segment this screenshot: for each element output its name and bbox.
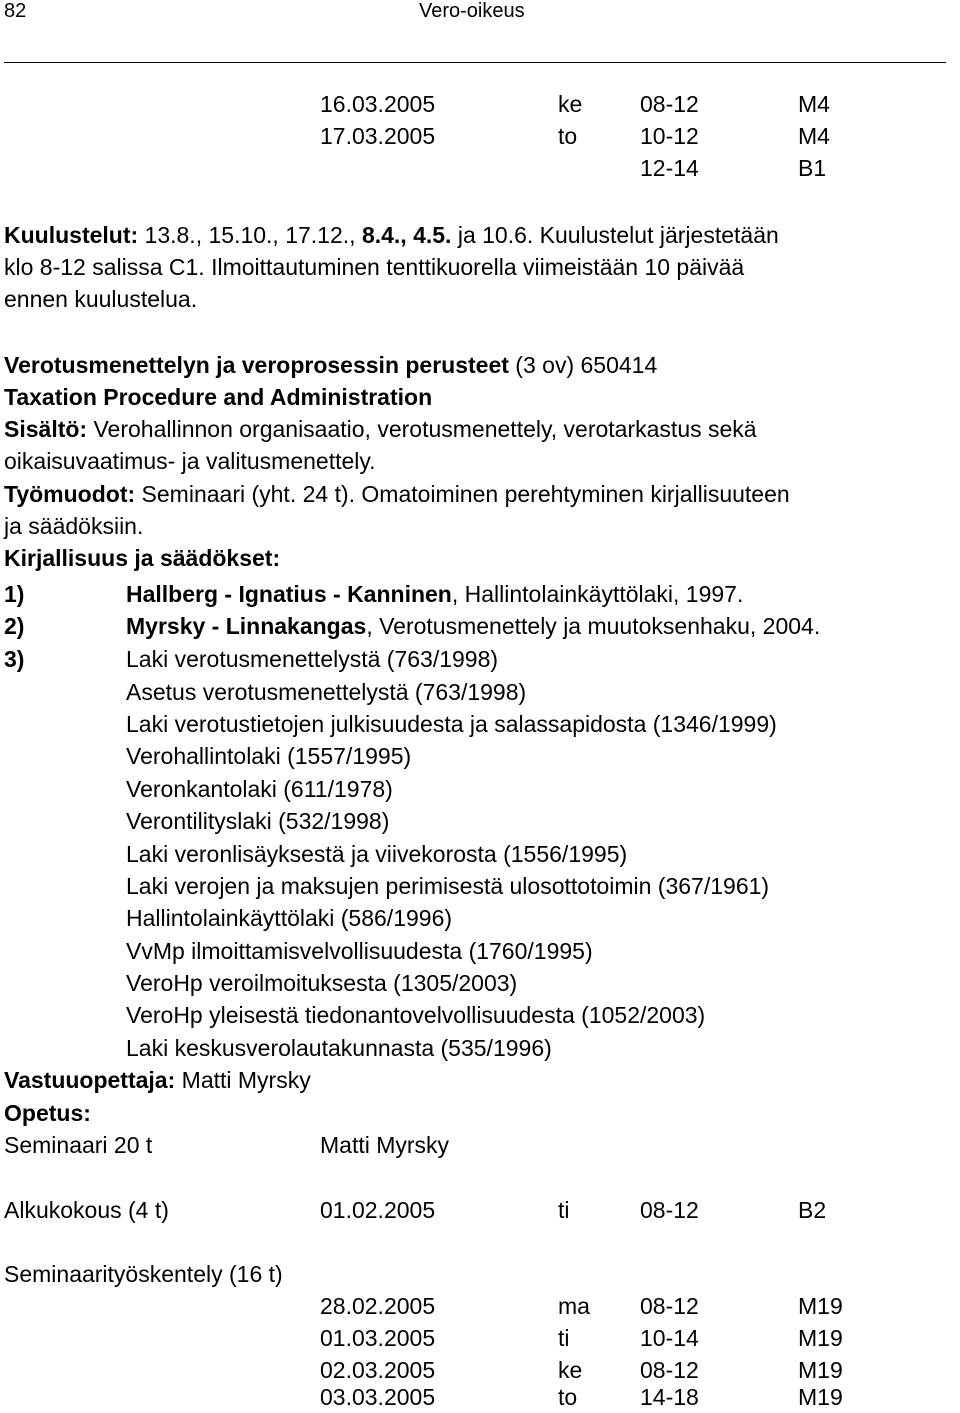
- course-credits-code: (3 ov) 650414: [508, 352, 658, 378]
- seminar-room: M19: [798, 1384, 843, 1410]
- schedule-date: 17.03.2005: [320, 123, 436, 149]
- statute: Laki keskusverolautakunnasta (535/1996): [126, 1035, 552, 1061]
- content-label: Sisältö:: [4, 416, 88, 442]
- seminar-row: [4, 1322, 944, 1354]
- statute: VeroHp veroilmoituksesta (1305/2003): [126, 970, 518, 996]
- teaching-type: Seminaari 20 t: [4, 1132, 153, 1158]
- course-title: Verotusmenettelyn ja veroprosessin perusteet: [4, 352, 509, 378]
- content-line: [4, 413, 757, 445]
- kickoff-row: [4, 1194, 944, 1226]
- running-header: [4, 0, 946, 30]
- schedule-row: [4, 152, 944, 184]
- seminar-date: 03.03.2005: [320, 1384, 436, 1410]
- statute: Veronkantolaki (611/1978): [126, 776, 393, 802]
- statute: Hallintolainkäyttölaki (586/1996): [126, 905, 453, 931]
- kickoff-label: Alkukokous (4 t): [4, 1197, 169, 1223]
- statutes-num: 3): [4, 646, 25, 672]
- header-rule: [4, 62, 946, 63]
- literature-authors: Myrsky - Linnakangas: [126, 613, 367, 639]
- statute: Verontilityslaki (532/1998): [126, 808, 390, 834]
- literature-label: Kirjallisuus ja säädökset:: [4, 545, 281, 571]
- literature-num: 1): [4, 581, 25, 607]
- literature-item: [4, 610, 821, 642]
- seminar-day: ke: [558, 1357, 583, 1383]
- seminar-date: 01.03.2005: [320, 1325, 436, 1351]
- statute: Laki verotusmenettelystä (763/1998): [126, 646, 499, 672]
- literature-authors: Hallberg - Ignatius - Kanninen: [126, 581, 452, 607]
- schedule-time: 12-14: [640, 155, 699, 181]
- schedule-room: M4: [798, 123, 830, 149]
- seminar-room: M19: [798, 1357, 843, 1383]
- statute: Laki verojen ja maksujen perimisestä ulosottotoimin (367/1961): [126, 873, 770, 899]
- exams-line: ennen kuulustelua.: [4, 286, 198, 312]
- statute: VvMp ilmoittamisvelvollisuudesta (1760/1995): [126, 938, 593, 964]
- seminar-time: 14-18: [640, 1384, 699, 1410]
- teacher-line: [4, 1064, 311, 1096]
- seminar-date: 02.03.2005: [320, 1357, 436, 1383]
- schedule-time: 10-12: [640, 123, 699, 149]
- seminar-time: 10-14: [640, 1325, 699, 1351]
- seminar-time: 08-12: [640, 1293, 699, 1319]
- teacher-name: Matti Myrsky: [175, 1067, 311, 1093]
- seminar-day: ma: [558, 1293, 590, 1319]
- literature-rest: , Verotusmenettely ja muutoksenhaku, 2004.: [366, 613, 821, 639]
- running-title: Vero-oikeus: [419, 0, 525, 22]
- teaching-row: [4, 1129, 944, 1161]
- schedule-day: to: [558, 123, 578, 149]
- literature-text: [126, 610, 820, 642]
- methods-text: Seminaari (yht. 24 t). Omatoiminen perehtyminen kirjallisuuteen: [135, 481, 790, 507]
- kickoff-date: 01.02.2005: [320, 1197, 436, 1223]
- seminar-time: 08-12: [640, 1357, 699, 1383]
- seminar-day: ti: [558, 1325, 570, 1351]
- schedule-room: M4: [798, 91, 830, 117]
- literature-rest: , Hallintolainkäyttölaki, 1997.: [451, 581, 744, 607]
- statute: Asetus verotusmenettelystä (763/1998): [126, 679, 527, 705]
- literature-item: [4, 578, 744, 610]
- seminar-day: to: [558, 1384, 578, 1410]
- exams-dates-bold: 8.4., 4.5.: [361, 222, 452, 248]
- seminar-room: M19: [798, 1325, 843, 1351]
- methods-label: Työmuodot:: [4, 481, 136, 507]
- course-english-title: Taxation Procedure and Administration: [4, 384, 433, 410]
- seminar-row: [4, 1381, 944, 1413]
- kickoff-time: 08-12: [640, 1197, 699, 1223]
- literature-text: [126, 578, 743, 610]
- content-text: Verohallinnon organisaatio, verotusmenettely, verotarkastus sekä: [87, 416, 757, 442]
- seminar-label: Seminaarityöskentely (16 t): [4, 1261, 283, 1287]
- schedule-time: 08-12: [640, 91, 699, 117]
- exams-dates: 13.8., 15.10., 17.12.,: [138, 222, 362, 248]
- page-number: 82: [4, 0, 27, 22]
- content-line: oikaisuvaatimus- ja valitusmenettely.: [4, 448, 376, 474]
- kickoff-day: ti: [558, 1197, 570, 1223]
- exams-line: klo 8-12 salissa C1. Ilmoittautuminen tenttikuorella viimeistään 10 päivää: [4, 254, 745, 280]
- schedule-room: B1: [798, 155, 827, 181]
- statutes-item: [4, 643, 499, 675]
- statute: Laki verotustietojen julkisuudesta ja salassapidosta (1346/1999): [126, 711, 777, 737]
- seminar-row: [4, 1290, 944, 1322]
- exams-text: ja 10.6. Kuulustelut järjestetään: [451, 222, 779, 248]
- course-title-line: [4, 349, 657, 381]
- methods-line: [4, 478, 790, 510]
- methods-line: ja säädöksiin.: [4, 513, 144, 539]
- literature-num: 2): [4, 613, 25, 639]
- seminar-room: M19: [798, 1293, 843, 1319]
- schedule-day: ke: [558, 91, 583, 117]
- seminar-date: 28.02.2005: [320, 1293, 436, 1319]
- schedule-date: 16.03.2005: [320, 91, 436, 117]
- teaching-teacher: Matti Myrsky: [320, 1132, 450, 1158]
- exams-line: [4, 219, 779, 251]
- kickoff-room: B2: [798, 1197, 827, 1223]
- exams-label: Kuulustelut:: [4, 222, 139, 248]
- teaching-label: Opetus:: [4, 1100, 91, 1126]
- statute: Verohallintolaki (1557/1995): [126, 743, 412, 769]
- schedule-row: [4, 120, 944, 152]
- statute: Laki veronlisäyksestä ja viivekorosta (1556/1995): [126, 841, 628, 867]
- teacher-label: Vastuuopettaja:: [4, 1067, 176, 1093]
- statute: VeroHp yleisestä tiedonantovelvollisuudesta (1052/2003): [126, 1002, 706, 1028]
- schedule-row: [4, 88, 944, 120]
